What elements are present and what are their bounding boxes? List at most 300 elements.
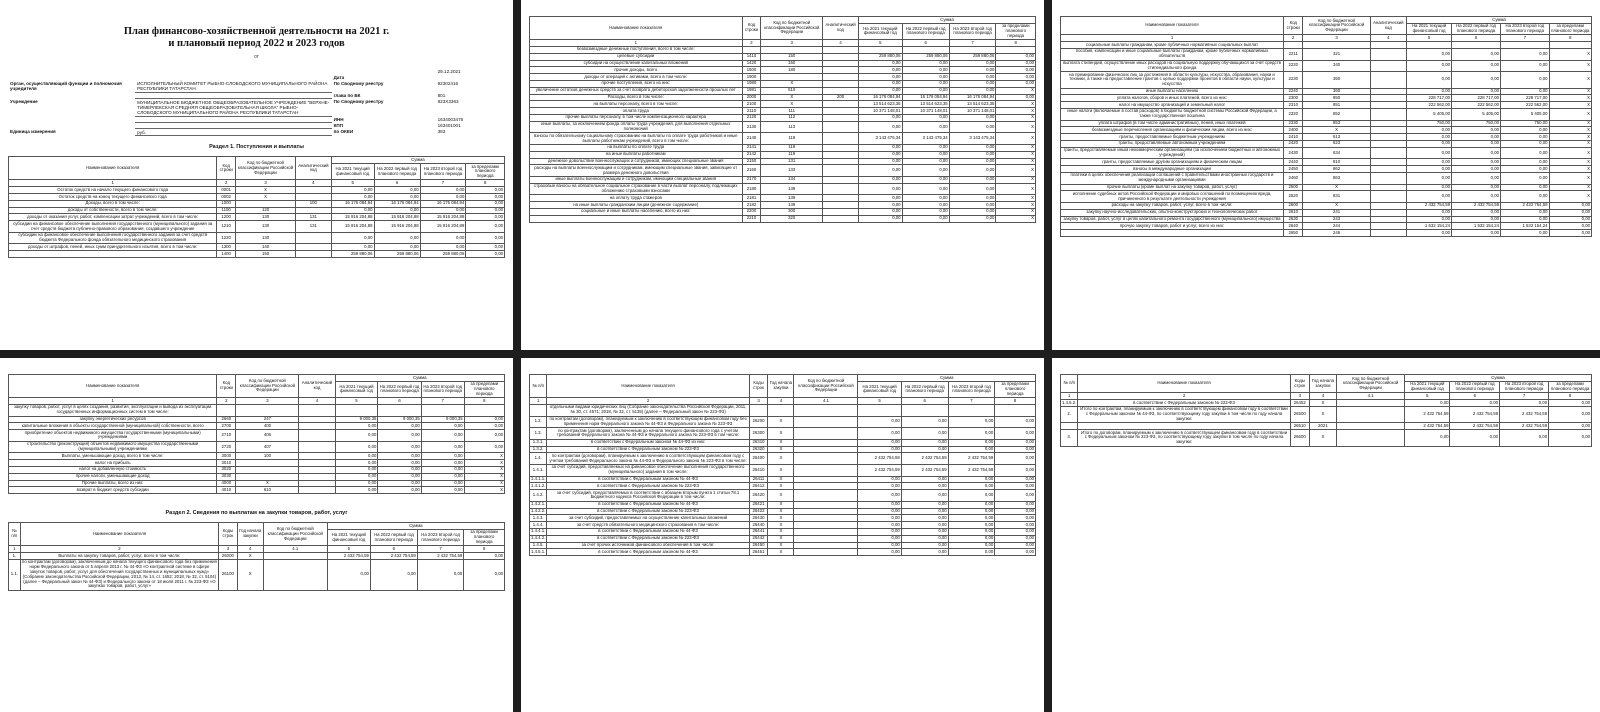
cell-2022: 0,00 xyxy=(902,195,949,202)
column-header-y2023: На 2023 второй год планового периода xyxy=(417,529,463,545)
cell-2023: 750,00 xyxy=(1501,120,1550,127)
column-index: 6 xyxy=(901,398,948,405)
cell-kbk: 140 xyxy=(236,244,296,251)
cell-2023: 259 880,06 xyxy=(949,53,996,60)
cell-kbk: 340 xyxy=(1303,60,1370,72)
column-index: 6 xyxy=(1450,393,1500,400)
cell-2021: 0,00 xyxy=(858,165,902,177)
cell-kbk: 120 xyxy=(236,207,296,214)
cell-kbk xyxy=(794,549,858,556)
cell-analytic xyxy=(299,473,335,480)
column-header-code: Код строки xyxy=(217,157,236,180)
cell-2023: 0,00 xyxy=(1500,400,1549,407)
table-row xyxy=(1061,191,1592,203)
column-index: 1 xyxy=(530,398,547,405)
cell-beyond: 0,00 xyxy=(1549,400,1592,407)
cell-name: на оплату труда стажеров xyxy=(530,195,743,202)
cell-analytic xyxy=(823,158,859,165)
column-header-sum: Сумма xyxy=(331,157,504,164)
cell-2023: 0,00 xyxy=(417,559,463,590)
cell-beyond: X xyxy=(996,202,1036,209)
cell-name: Итого по контрактам, планируемым к заключению в соответствующем финансовом году в соответствии с Федеральным законом № 44-ФЗ, по соответствующему году закупки в том числе по году начала закупки: xyxy=(1078,406,1290,422)
cell-beyond: 0,00 xyxy=(995,522,1036,529)
cell-analytic xyxy=(1370,166,1406,173)
procurement-table-cont xyxy=(529,374,1036,556)
cell-beyond: 0,00 xyxy=(995,542,1036,549)
cell-2022: 2 432 754,59 xyxy=(1450,406,1500,422)
cell-kbk xyxy=(794,483,858,490)
cell-code: 2140 xyxy=(742,133,761,145)
column-index: 6 xyxy=(374,180,420,187)
cell-beyond: 0,00 xyxy=(466,200,505,207)
cell-analytic xyxy=(823,183,859,195)
cell-name: в соответствии с Федеральным законом № 44-ФЗ xyxy=(547,501,749,508)
cell-name: капитальные вложения в объекты государственной (муниципальной) собственности, всего xyxy=(9,423,217,430)
cell-name: за счет прочих источников финансового обеспечения в том числе: xyxy=(547,542,749,549)
cell-kbk xyxy=(794,508,858,515)
cell-code: 1900 xyxy=(742,74,761,81)
cell-name: в соответствии с Федеральным законом № 44-ФЗ xyxy=(547,476,749,483)
cell-number: 1.4.5.2. xyxy=(1062,399,1077,405)
column-header-code: Коды строк xyxy=(749,375,768,398)
cell-analytic xyxy=(299,430,335,442)
cell-2023: 0,00 xyxy=(420,187,466,194)
cell-beyond: X xyxy=(996,101,1036,108)
cell-name: иные выплаты, за исключением фонда оплаты труда учреждения, для выполнения отдельных полномочий xyxy=(530,121,743,133)
column-header-number: № п/п xyxy=(530,375,547,398)
cell-year: X xyxy=(768,416,794,428)
cell-name: страховые взносы на обязательное социальное страхование в части выплат персоналу, подлежащих обложению страховыми взносами xyxy=(530,183,743,195)
cell-kbk: X xyxy=(1303,184,1370,191)
cell-2023: 259 880,06 xyxy=(420,251,466,258)
cell-2022: 0,00 xyxy=(378,480,421,487)
cell-2023: 0,00 xyxy=(421,423,464,430)
cell-2021: 0,00 xyxy=(335,460,378,467)
column-index: 7 xyxy=(1500,393,1549,400)
cell-name: гранты, предоставляемые иным некоммерческим организациям (за исключением бюджетных и автономных учреждений) xyxy=(1061,147,1284,159)
cell-analytic xyxy=(823,80,859,87)
cell-kbk: 244 xyxy=(1303,223,1370,230)
cell-name: гранты, предоставляемые другим организациям и физическим лицам xyxy=(1061,159,1284,166)
cell-kbk: 350 xyxy=(1303,72,1370,88)
table-row xyxy=(530,74,1036,81)
table-row xyxy=(1061,95,1592,102)
cell-code: 26452 xyxy=(1290,400,1309,407)
cell-name: Итого по договорам, планируемым к заключению в соответствующем финансовом году в соответствии с Федеральным законом № 223-ФЗ, по соответствующему году закупки в том числе по году начала закупки: xyxy=(1078,430,1290,446)
cell-code: 26300 xyxy=(749,428,768,440)
column-index-row xyxy=(530,398,1036,405)
cell-beyond: 0,00 xyxy=(995,515,1036,522)
cell-2021: 0,00 xyxy=(858,528,901,535)
cell-2022: 0,00 xyxy=(1450,400,1500,407)
column-index: 5 xyxy=(1407,35,1452,42)
cell-code: 2700 xyxy=(217,423,236,430)
cell-kbk xyxy=(794,542,858,549)
document-page-1 xyxy=(0,0,513,350)
cell-name: доходы от собственности, всего в том числе: xyxy=(9,207,217,214)
cell-name: расходы на выплаты военнослужащим и сотрудникам, имеющим специальные звания, зависящие от размера денежного довольствия xyxy=(530,165,743,177)
cell-2022: 2 432 754,59 xyxy=(370,553,417,560)
cell-year: 2021 xyxy=(1309,423,1336,430)
cell-analytic xyxy=(1370,60,1406,72)
cell-2023: 0,00 xyxy=(949,87,996,94)
column-index: 2 xyxy=(217,398,236,405)
cell-analytic xyxy=(299,423,335,430)
column-index: 6 xyxy=(378,398,421,405)
table-row xyxy=(530,215,1036,222)
cell-beyond: X xyxy=(464,453,504,460)
cell-year: X xyxy=(768,483,794,490)
table-row xyxy=(1061,147,1592,159)
cell-beyond: 0,00 xyxy=(995,446,1036,453)
cell-kbk xyxy=(761,46,823,53)
cell-number: 1.4.5. xyxy=(530,542,547,549)
cell-beyond xyxy=(996,46,1036,53)
cell-name: налог на имущество организаций и земельный налог xyxy=(1061,102,1284,109)
cell-code: 26100 xyxy=(219,559,238,590)
cell-2023: 0,00 xyxy=(420,194,466,201)
column-index-row xyxy=(1061,35,1592,42)
cell-code: 2142 xyxy=(742,151,761,158)
cell-analytic xyxy=(823,208,859,215)
cell-kbk xyxy=(1337,406,1405,422)
cell-beyond: 0,00 xyxy=(996,60,1036,67)
cell-2022: 0,00 xyxy=(378,453,421,460)
cell-code: 2130 xyxy=(742,121,761,133)
table-row xyxy=(530,133,1036,145)
column-index: 3 xyxy=(1303,35,1370,42)
cell-beyond: 0,00 xyxy=(1549,216,1591,223)
column-index: 4.1 xyxy=(263,546,327,553)
cell-name: Доходы, всего в том числе: xyxy=(9,200,217,207)
cell-2021: 0,00 xyxy=(858,501,901,508)
cell-2023: 0,00 xyxy=(420,232,466,244)
cell-2022: 2 432 754,59 xyxy=(1450,423,1500,430)
cell-analytic xyxy=(296,194,332,201)
cell-analytic: 131 xyxy=(296,214,332,221)
column-index: 8 xyxy=(464,546,505,553)
cell-code: 3010 xyxy=(217,460,236,467)
cell-beyond: 0,00 xyxy=(464,430,504,442)
cell-name: безвозмездные перечисления организациям и физическим лицам, всего из них: xyxy=(1061,127,1284,134)
cell-name: прочие выплаты (кроме выплат на закупку товаров, работ, услуг) xyxy=(1061,184,1284,191)
table-row xyxy=(9,430,505,442)
column-index: 8 xyxy=(464,398,504,405)
cell-name: гранты, предоставляемые бюджетным учреждениям xyxy=(1061,134,1284,141)
cell-beyond: X xyxy=(1549,191,1591,203)
cell-2023: 0,00 xyxy=(421,487,464,494)
cell-name: расходы на закупку товаров, работ, услуг, всего в том числе: xyxy=(1061,202,1284,209)
cell-2022: 0,00 xyxy=(902,121,949,133)
cell-2021: 1 532 154,24 xyxy=(1407,223,1452,230)
cell-2021: 0,00 xyxy=(1407,191,1452,203)
cell-year xyxy=(768,404,794,416)
cell-year: X xyxy=(768,501,794,508)
column-header-sum: Сумма xyxy=(1407,17,1592,24)
cell-code: 2300 xyxy=(1284,95,1303,102)
cell-2021: 0,00 xyxy=(858,549,901,556)
cell-2021 xyxy=(1407,42,1452,49)
cell-name: возврат в бюджет средств субсидии xyxy=(9,487,217,494)
column-header-beyond: за пределами планового периода xyxy=(464,381,504,397)
cell-2022: 0,00 xyxy=(1452,172,1501,184)
cell-2021: 0,00 xyxy=(858,67,902,74)
cell-2021: 0,00 xyxy=(858,183,902,195)
cell-2021: 0,00 xyxy=(1407,159,1452,166)
column-header-y2022: На 2022 первый год планового периода xyxy=(902,23,949,39)
column-header-code: Коды строк xyxy=(1290,375,1309,393)
table-row xyxy=(530,46,1036,53)
cell-2021: 750,00 xyxy=(1407,120,1452,127)
cell-number: 1.4.4.1. xyxy=(531,528,546,534)
column-index-row xyxy=(530,40,1036,47)
cell-2022: 0,00 xyxy=(1452,140,1501,147)
cell-year: X xyxy=(1309,406,1336,422)
info-key: По Сводному реестру xyxy=(333,99,384,105)
cell-2021: 0,00 xyxy=(1407,147,1452,159)
cell-2023: 0,00 xyxy=(1501,72,1550,88)
cell-beyond: X xyxy=(464,487,504,494)
cell-code: 2180 xyxy=(742,183,761,195)
cell-analytic xyxy=(1370,134,1406,141)
cell-2023: 0,00 xyxy=(949,67,996,74)
cell-kbk: X xyxy=(236,187,296,194)
cell-year: X xyxy=(768,428,794,440)
table-row xyxy=(530,176,1036,183)
cell-2021: 0,00 xyxy=(331,187,374,194)
cell-2022: 750,00 xyxy=(1452,120,1501,127)
cell-beyond: X xyxy=(996,165,1036,177)
table-row xyxy=(1061,159,1592,166)
cell-name: пособия, компенсации и иные социальные выплаты гражданам, кроме публичных нормативных обязательств xyxy=(1061,48,1284,60)
cell-code: 1410 xyxy=(742,53,761,60)
cell-2022: 0,00 xyxy=(901,490,948,502)
cell-2021: 15 916 204,88 xyxy=(331,214,374,221)
table-row xyxy=(530,202,1036,209)
table-row xyxy=(530,464,1036,476)
cell-2021: 0,00 xyxy=(1405,430,1450,446)
cell-2023: 0,00 xyxy=(420,207,466,214)
column-header-beyond: за пределами планового периода xyxy=(464,529,505,545)
cell-2023: 0,00 xyxy=(1501,60,1550,72)
cell-beyond: 0,00 xyxy=(464,553,505,560)
cell-beyond: 0,00 xyxy=(995,416,1036,428)
cell-code: 26310 xyxy=(749,439,768,446)
cell-code: 2640 xyxy=(1284,223,1303,230)
cell-2023: 0,00 xyxy=(948,528,995,535)
cell-2021: 0,00 xyxy=(858,428,901,440)
cell-2022: 0,00 xyxy=(1452,184,1501,191)
cell-2023: 0,00 xyxy=(1501,184,1550,191)
cell-analytic: 131 xyxy=(296,221,332,233)
cell-kbk xyxy=(1303,42,1370,49)
cell-2022: 0,00 xyxy=(902,60,949,67)
table-row xyxy=(9,473,505,480)
cell-analytic xyxy=(1370,72,1406,88)
column-index: 5 xyxy=(1405,393,1450,400)
table-row xyxy=(1061,216,1592,223)
cell-analytic: 200 xyxy=(823,94,859,101)
column-index: 7 xyxy=(948,398,995,405)
cell-name: целевые субсидии xyxy=(530,53,743,60)
cell-code: 4010 xyxy=(217,487,236,494)
column-index: 8 xyxy=(1549,35,1591,42)
cell-analytic xyxy=(1370,209,1406,216)
cell-name: доходы от штрафов, пеней, иных сумм принудительного изъятия, всего в том числе: xyxy=(9,244,217,251)
cell-name: строительство (реконструкция) объектов недвижимого имущества государственными (муниципальными) учреждениями xyxy=(9,441,217,453)
cell-year: X xyxy=(237,559,263,590)
column-index: 2 xyxy=(20,546,218,553)
table-row xyxy=(9,207,505,214)
column-index: 5 xyxy=(858,40,902,47)
cell-name: закупку научно-исследовательских, опытно-конструкторских и технологических работ xyxy=(1061,209,1284,216)
cell-2023: 2 432 754,59 xyxy=(948,464,995,476)
cell-2021: 0,00 xyxy=(335,487,378,494)
column-header-sum: Сумма xyxy=(1405,375,1592,382)
table-row xyxy=(530,208,1036,215)
cell-year: X xyxy=(768,549,794,556)
column-header-y2022: На 2022 первый год планового периода xyxy=(901,381,948,397)
cell-beyond: X xyxy=(464,466,504,473)
cell-code: 2600 xyxy=(1284,202,1303,209)
cell-2021: 10 371 148,01 xyxy=(858,108,902,115)
cell-2022: 0,00 xyxy=(1450,430,1500,446)
cell-beyond: X xyxy=(996,195,1036,202)
cell-number: 1. xyxy=(9,553,21,560)
table-row xyxy=(9,200,505,207)
column-index: 8 xyxy=(1549,393,1592,400)
cell-2021: 0,00 xyxy=(858,158,902,165)
cell-analytic xyxy=(299,453,335,460)
cell-2021: 0,00 xyxy=(858,439,901,446)
cell-code xyxy=(217,404,236,416)
document-date-from: от xyxy=(254,54,259,60)
column-index: 1 xyxy=(9,180,217,187)
table-row xyxy=(9,453,505,460)
cell-2022: 2 432 754,59 xyxy=(901,464,948,476)
cell-number: 1.3.2. xyxy=(530,446,547,453)
column-header-beyond: за пределами планового периода xyxy=(1549,381,1592,393)
column-index: 4 xyxy=(1309,393,1336,400)
info-row xyxy=(8,129,505,136)
cell-beyond: X xyxy=(996,108,1036,115)
cell-beyond: 0,00 xyxy=(995,428,1036,440)
cell-2023: 0,00 xyxy=(949,144,996,151)
cell-code: 2230 xyxy=(1284,72,1303,88)
cell-2023: 222 562,00 xyxy=(1501,102,1550,109)
cell-kbk: 863 xyxy=(1303,172,1370,184)
column-header-sum: Сумма xyxy=(327,523,504,530)
cell-2022: 0,00 xyxy=(901,416,948,428)
table-row xyxy=(530,476,1036,483)
cell-2022: 0,00 xyxy=(902,208,949,215)
cell-analytic xyxy=(823,165,859,177)
cell-analytic xyxy=(823,133,859,145)
table-row xyxy=(9,187,505,194)
cell-code: 2160 xyxy=(742,165,761,177)
cell-2022: 0,00 xyxy=(901,476,948,483)
cell-beyond: 0,00 xyxy=(995,464,1036,476)
cell-kbk: 113 xyxy=(761,121,823,133)
cell-kbk xyxy=(761,74,823,81)
cell-2021: 0,00 xyxy=(1407,216,1452,223)
cell-code: 1200 xyxy=(217,214,236,221)
cell-code: 1400 xyxy=(217,251,236,258)
info-code: 801 xyxy=(437,92,446,98)
document-page-5 xyxy=(521,358,1044,712)
cell-code: 2170 xyxy=(742,176,761,183)
cell-code: 1981 xyxy=(742,87,761,94)
column-index: 6 xyxy=(1452,35,1501,42)
cell-beyond: 0,00 xyxy=(466,221,505,233)
cell-code: 2181 xyxy=(742,195,761,202)
cell-analytic xyxy=(1370,88,1406,95)
cell-kbk: 134 xyxy=(761,176,823,183)
cell-kbk xyxy=(263,553,327,560)
cell-beyond: X xyxy=(1549,134,1591,141)
cell-beyond xyxy=(1549,42,1591,49)
cell-beyond: X xyxy=(996,183,1036,195)
cell-2021: 15 916 204,88 xyxy=(331,221,374,233)
cell-2023: 0,00 xyxy=(949,195,996,202)
cell-code: 2460 xyxy=(1284,172,1303,184)
cell-code: 2430 xyxy=(1284,147,1303,159)
cell-beyond: 0,00 xyxy=(466,232,505,244)
column-header-code: Код строки xyxy=(742,17,761,40)
cell-2023: 0,00 xyxy=(948,535,995,542)
cell-2023: 0,00 xyxy=(949,158,996,165)
cell-2023: 2 432 754,59 xyxy=(1500,423,1549,430)
cell-code: 2630 xyxy=(1284,216,1303,223)
cell-year: X xyxy=(768,542,794,549)
cell-number: 1.4.1. xyxy=(530,464,547,476)
cell-beyond: X xyxy=(996,121,1036,133)
cell-2022: 0,00 xyxy=(1452,166,1501,173)
column-index: 8 xyxy=(995,398,1036,405)
cell-name: закупку энергетических ресурсов xyxy=(9,416,217,423)
column-header-year: Год начала закупки xyxy=(768,375,794,398)
cell-code: 2440 xyxy=(1284,159,1303,166)
cell-year: X xyxy=(768,522,794,529)
cell-2022: 10 371 148,01 xyxy=(902,108,949,115)
cell-2022: 0,00 xyxy=(902,87,949,94)
cell-code: 2211 xyxy=(1284,48,1303,60)
cell-code: 1300 xyxy=(217,244,236,251)
cell-analytic xyxy=(823,176,859,183)
cell-2023: 15 916 204,88 xyxy=(420,214,466,221)
cell-2021: 0,00 xyxy=(1405,400,1450,407)
cell-number: 1.4.1.1. xyxy=(531,476,546,482)
cell-beyond: 0,00 xyxy=(996,94,1036,101)
cell-number: 1.4.2. xyxy=(530,490,547,502)
cell-kbk: 130 xyxy=(236,232,296,244)
cell-2023: 0,00 xyxy=(949,60,996,67)
cell-2021: 0,00 xyxy=(858,490,901,502)
cell-name: в соответствии с Федеральным законом № 223-ФЗ xyxy=(1078,400,1290,407)
cell-year: X xyxy=(768,515,794,522)
cell-kbk xyxy=(236,460,299,467)
cell-name: закупку товаров, работ, услуг в целях создания, развития, эксплуатации и вывода из эксплуатации государственных информационных систем в том числе: xyxy=(9,404,217,416)
cell-analytic xyxy=(823,195,859,202)
cell-analytic xyxy=(823,144,859,151)
cell-name: социальные выплаты гражданам, кроме публичных нормативных социальных выплат xyxy=(1061,42,1284,49)
cell-code: 0001 xyxy=(217,187,236,194)
cell-name: Выплаты на закупку товаров, работ, услуг, всего в том числе: xyxy=(20,553,218,560)
cell-2021: 2 432 754,59 xyxy=(858,464,901,476)
column-index: 4 xyxy=(823,40,859,47)
cell-2021: 0,00 xyxy=(1407,184,1452,191)
cell-2023: 0,00 xyxy=(1501,191,1550,203)
